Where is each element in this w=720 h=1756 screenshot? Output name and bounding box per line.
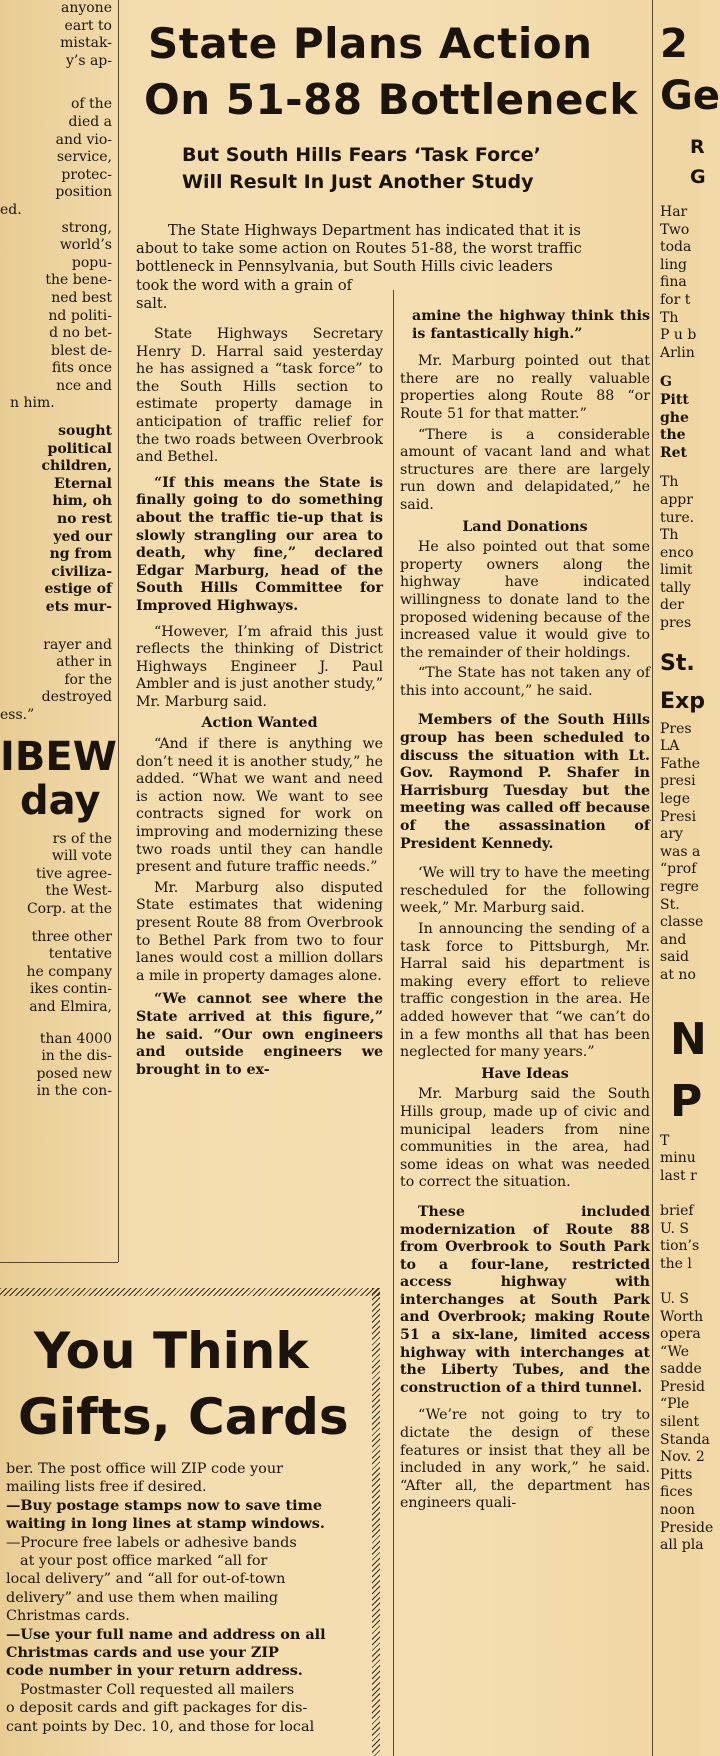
fragment-line: Presi: [660, 808, 697, 825]
paragraph: Mr. Marburg said the South Hills group, made up of civic and municipal leaders from nine communities in the area, had some ideas on what was needed to correct the situation.: [400, 1086, 650, 1191]
left-fragment-column: [0, 0, 117, 1262]
ad-headline: You Think Gifts, Cards: [18, 1322, 349, 1446]
column-rule: [652, 0, 653, 1756]
fragment-line: said: [660, 949, 689, 966]
fragment-line: Th: [660, 527, 679, 544]
fragment-line: Pres: [660, 720, 692, 737]
lead-paragraph: The State Highways Department has indicated that it is about to take some action on Routes 51-88, the worst traffic bottleneck in Pennsylvania, but South Hills civic leaders took the word with a grain of salt.: [136, 222, 582, 312]
fragment-block-mid: of the died a and vio- service, protec- position ed. strong, world’s popu- the bene- ned best nd politi- d no bet- blest de- fits once nce and n him.: [0, 96, 112, 412]
headline-line-2: On 51-88 Bottleneck: [144, 75, 638, 124]
right-fragment-e: [660, 1132, 714, 1555]
fragment-line: lege: [660, 791, 691, 808]
right-n-headline: N P: [670, 1013, 707, 1127]
fragment-line: last r: [660, 1167, 697, 1184]
fragment-line: at no: [660, 966, 696, 983]
right-st-headline: St. Exp: [660, 650, 705, 714]
paragraph: “And if there is anything we don’t need it is another study,” he added. “What we want and need is action now. We want to see contracts signed for work on improving and modernizing these two roads until they can handle present and future traffic needs.”: [136, 736, 383, 876]
ad-line: ber. The post office will ZIP code your: [6, 1461, 283, 1477]
paragraph: He also pointed out that some property owners along the highway have indicated willingness to donate land to the proposed widening because of the increased value it would give to the remainder of their holdings.: [400, 539, 650, 661]
fragment-line: sadde: [660, 1361, 702, 1378]
fragment-line: classe: [660, 914, 704, 931]
ad-line: Christmas cards and use your ZIP: [6, 1644, 279, 1662]
fragment-line: “prof: [660, 861, 697, 878]
fragment-block-top: anyone eart to mistak- y’s ap-: [60, 0, 112, 69]
fragment-line: enco: [660, 544, 694, 561]
paragraph: Members of the South Hills group has been scheduled to discuss the situation with Lt. Gov. Raymond P. Shafer in Harrisburg Tuesday but the meeting was called off because of the assassination of President Kennedy.: [400, 712, 650, 852]
right-fragment-c: [660, 474, 700, 632]
fragment-line: G: [660, 374, 672, 391]
fragment-line: fina: [660, 274, 687, 291]
fragment-line: T: [660, 1132, 670, 1149]
fragment-line: silent: [660, 1414, 700, 1431]
fragment-line: ture.: [660, 509, 695, 526]
column-rule: [118, 0, 119, 1262]
fragment-line: the l: [660, 1255, 692, 1272]
ad-line: at your post office marked “all for: [20, 1553, 268, 1570]
fragment-line: pres: [660, 615, 692, 632]
fragment-line: limit: [660, 562, 693, 579]
fragment-line: minu: [660, 1150, 696, 1167]
right-deck: R G: [690, 136, 706, 188]
paragraph: Mr. Marburg pointed out that there are no really valuable properties along Route 88 “or Route 51 for that matter.”: [400, 353, 650, 422]
column-rule: [393, 290, 394, 1756]
article-column-2: [400, 308, 650, 1756]
fragment-block-ibew: rs of the will vote tive agree- the West- Corp. at the three other tentative he company ikes contin- and Elmira, than 4000 in the dis- posed new in the con-: [26, 830, 112, 1100]
fragment-line: for t: [660, 291, 691, 308]
fragment-block-bold: sought political children, Eternal him, oh no rest yed our ng from civiliza- estige of ets mur-: [41, 423, 112, 615]
ad-line: local delivery” and “all for out-of-town: [6, 1571, 286, 1588]
fragment-line: St.: [660, 896, 680, 913]
fragment-line: P u b: [660, 327, 697, 344]
right-fragment-d: [660, 720, 704, 985]
sub-headline: But South Hills Fears ‘Task Force’ Will Result In Just Another Study: [182, 144, 541, 193]
fragment-line: brief: [660, 1202, 694, 1219]
fragment-line: Presid: [660, 1378, 706, 1395]
fragment-line: toda: [660, 239, 692, 256]
ad-body: [6, 1460, 368, 1736]
ad-line: delivery” and use them when mailing: [6, 1589, 279, 1606]
ad-line: waiting in long lines at stamp windows.: [6, 1515, 325, 1533]
fragment-line: was a: [660, 843, 701, 860]
article-column-1: [136, 326, 383, 1276]
ad-border-right: [372, 1288, 380, 1756]
fragment-line: tion’s: [660, 1238, 700, 1255]
fragment-line: Pitts: [660, 1466, 693, 1483]
paragraph: State Highways Secretary Henry D. Harral said yesterday he has assigned a “task force” to the South Hills section to estimate property damage in anticipation of traffic relief for the two roads between Overbrook and Bethel.: [136, 326, 383, 466]
fragment-line: “Ple: [660, 1396, 690, 1413]
fragment-line: noon: [660, 1502, 695, 1519]
fragment-line: [660, 1273, 700, 1291]
fragment-line: Fathe: [660, 755, 701, 772]
main-headline: [144, 16, 668, 128]
headline-line-1: State Plans Action: [148, 19, 593, 68]
fragment-line: Arlin: [660, 344, 695, 361]
fragment-line: ling: [660, 256, 687, 273]
paragraph: These included modernization of Route 88 from Overbrook to South Park to a four-lane, restricted access highway with interchanges at South Park and Overbrook; making Route 51 a six-lane, limited access highway with interchanges at the Liberty Tubes, and the construction of a third tunnel.: [400, 1203, 650, 1396]
paragraph: “However, I’m afraid this just reflects the thinking of District Highways Engineer J. Paul Ambler and is just another study,” Mr. Marburg said.: [136, 623, 383, 710]
fragment-line: ary: [660, 826, 683, 843]
fragment-line: Preside: [660, 1519, 714, 1536]
paragraph: “We cannot see where the State arrived at this figure,” he said. “Our own engineers and outside engineers we brought in to ex-: [136, 991, 383, 1078]
fragment-line: Ret: [660, 444, 688, 461]
fragment-line: Pitt: [660, 391, 689, 408]
fragment-line: the: [660, 427, 686, 444]
fragment-line: Th: [660, 309, 679, 326]
ad-border-top: [0, 1288, 380, 1296]
right-headline: 2 Ge: [660, 21, 720, 119]
ad-line: — Buy postage stamps now to save time: [6, 1497, 368, 1515]
fragment-line: LA: [660, 738, 680, 755]
paragraph: ‘We will try to have the meeting rescheduled for the following week,” Mr. Marburg said.: [400, 865, 650, 917]
paragraph: “The State has not taken any of this into account,” he said.: [400, 665, 650, 699]
paragraph: amine the highway think this is fantastically high.”: [412, 308, 650, 342]
fragment-line: Standa: [660, 1431, 710, 1448]
paragraph: In announcing the sending of a task force to Pittsburgh, Mr. Harral said his department is making every effort to relieve traffic congestion in the area. He added however that “we can’t do in a few months all that has been neglected for many years.”: [400, 921, 650, 1061]
fragment-line: appr: [660, 491, 693, 508]
fragment-line: presi: [660, 773, 696, 790]
paragraph: “There is a considerable amount of vacant land and what structures are there are largely run down and delapidated,” he said.: [400, 426, 650, 513]
ad-line: — Use your full name and address on all: [6, 1626, 368, 1644]
ibew-headline: IBEW day: [0, 733, 117, 824]
fragment-line: [660, 1185, 700, 1203]
ad-line: o deposit cards and gift packages for dis-: [6, 1700, 308, 1717]
paragraph: Mr. Marburg also disputed State estimates that widening present Route 88 from Overbrook to Bethel Park from two to four lanes would cost a million dollars a mile in property damages alone.: [136, 879, 383, 984]
fragment-line: Nov. 2: [660, 1449, 705, 1466]
ad-line: cant points by Dec. 10, and those for local: [6, 1718, 315, 1735]
fragment-line: U. S: [660, 1220, 690, 1237]
right-fragment-a: [660, 204, 700, 362]
subhead: Have Ideas: [481, 1065, 569, 1082]
right-fragment-column: [660, 0, 720, 1756]
fragment-line: Worth: [660, 1308, 704, 1325]
ad-line: Christmas cards.: [6, 1608, 130, 1625]
ad-line: mailing lists free if desired.: [6, 1479, 207, 1496]
fragment-line: Har: [660, 204, 688, 220]
fragment-line: regre: [660, 879, 699, 895]
fragment-line: der: [660, 597, 684, 614]
fragment-line: “We: [660, 1343, 690, 1360]
subhead: Land Donations: [462, 518, 588, 535]
fragment-line: U. S: [660, 1290, 690, 1307]
fragment-line: Th: [660, 474, 679, 491]
fragment-line: fices: [660, 1484, 693, 1501]
ad-line: Postmaster Coll requested all mailers: [20, 1681, 295, 1698]
fragment-line: opera: [660, 1326, 701, 1343]
fragment-block-prayer: rayer and ather in for the destroyed ess.”: [0, 636, 112, 723]
fragment-line: tally: [660, 579, 691, 596]
subhead: Action Wanted: [201, 715, 318, 732]
paragraph: “We’re not going to try to dictate the design of these features or insist that they all be included in any work,” he said. “After all, the department has engineers quali-: [400, 1407, 650, 1512]
right-fragment-b: [660, 374, 700, 462]
ad-line: code number in your return address.: [6, 1662, 303, 1680]
paragraph: “If this means the State is finally going to do something about the traffic tie-up that is slowly strangling our area to death, why fine,” declared Edgar Marburg, head of the South Hills Committee for Improved Highways.: [136, 474, 383, 614]
fragment-line: and: [660, 931, 687, 948]
section-rule: [0, 1262, 118, 1263]
ad-line: — Procure free labels or adhesive bands: [6, 1534, 368, 1552]
fragment-line: all pla: [660, 1537, 704, 1554]
fragment-line: Two: [660, 221, 690, 238]
fragment-line: ghe: [660, 409, 689, 426]
